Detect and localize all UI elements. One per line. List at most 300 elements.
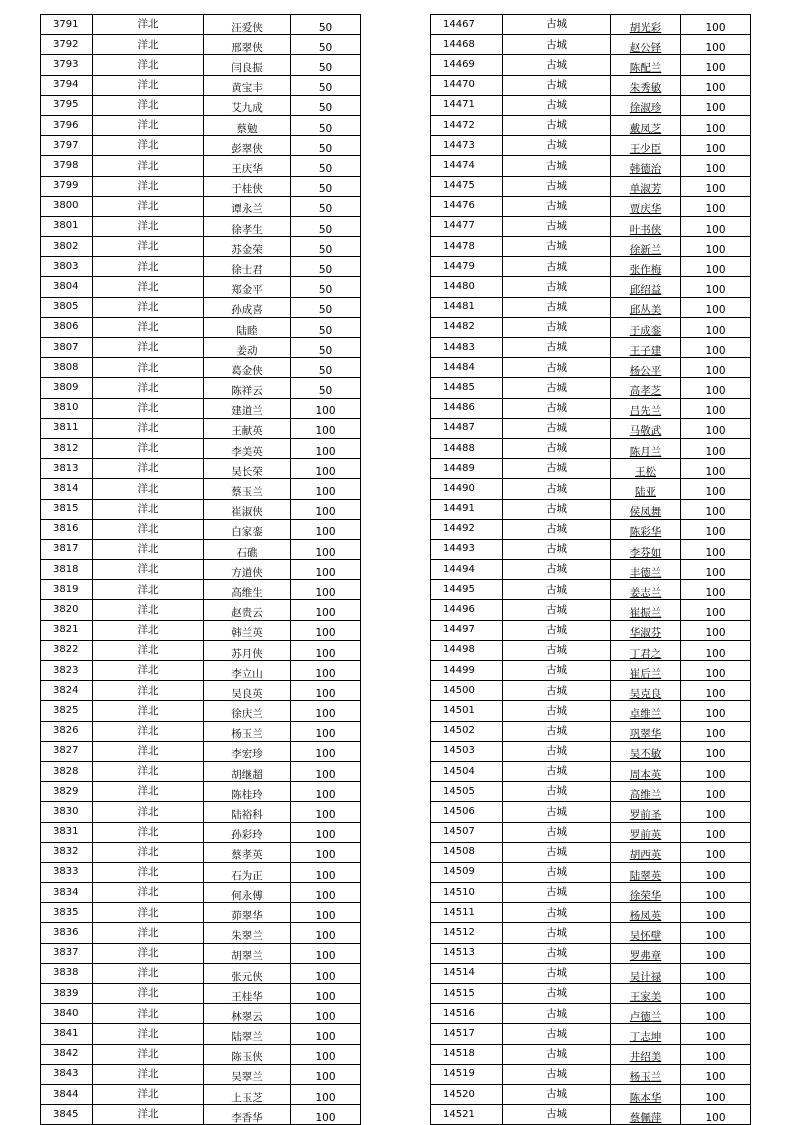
name-cell <box>204 721 291 741</box>
area-text: 古城 <box>546 341 567 354</box>
name-text: 徐新兰 <box>629 243 662 256</box>
amount-text: 100 <box>705 627 726 640</box>
row-id-cell <box>41 398 93 418</box>
area-text: 洋北 <box>137 1068 159 1081</box>
area-cell <box>503 358 611 378</box>
area-cell <box>503 519 611 539</box>
row-id-text: 3823 <box>53 664 79 676</box>
row-id-text: 14472 <box>443 119 475 131</box>
row-id-cell <box>41 297 93 317</box>
name-cell <box>611 156 681 176</box>
table-row <box>431 741 751 761</box>
name-text: 高孝芝 <box>629 385 662 398</box>
row-id-cell <box>431 176 503 196</box>
area-cell <box>503 640 611 660</box>
amount-cell <box>291 903 361 923</box>
name-text: 陆睦 <box>236 324 258 337</box>
area-text: 洋北 <box>137 119 159 132</box>
amount-cell <box>291 923 361 943</box>
area-text: 洋北 <box>137 341 159 354</box>
area-text: 古城 <box>546 644 567 657</box>
row-id-text: 3837 <box>53 947 79 959</box>
name-text: 陈彩华 <box>629 526 662 539</box>
amount-text: 100 <box>705 21 726 34</box>
amount-cell <box>681 539 751 559</box>
row-id-cell <box>431 418 503 438</box>
row-id-text: 14478 <box>443 240 475 252</box>
row-id-text: 3803 <box>53 260 79 272</box>
table-row <box>41 1024 361 1044</box>
area-cell <box>93 1084 204 1104</box>
name-text: 邱丛美 <box>629 304 662 317</box>
row-id-cell <box>431 479 503 499</box>
area-text: 古城 <box>546 502 567 515</box>
table-row <box>431 560 751 580</box>
table-row <box>431 196 751 216</box>
name-text: 陈配兰 <box>629 62 662 75</box>
name-text: 胡西英 <box>629 849 662 862</box>
name-text: 井绍美 <box>629 1051 662 1064</box>
name-text: 陆翠兰 <box>231 1031 263 1044</box>
name-text: 王桂华 <box>231 990 263 1003</box>
area-cell <box>503 499 611 519</box>
name-cell <box>611 15 681 35</box>
row-id-text: 14515 <box>443 987 475 999</box>
table-row <box>41 1084 361 1104</box>
row-id-cell <box>41 1024 93 1044</box>
name-cell <box>204 1044 291 1064</box>
table-row <box>41 277 361 297</box>
amount-cell <box>291 761 361 781</box>
amount-cell <box>681 297 751 317</box>
row-id-cell <box>431 741 503 761</box>
amount-text: 100 <box>705 142 726 155</box>
amount-cell <box>681 75 751 95</box>
table-row <box>431 378 751 398</box>
row-id-cell <box>41 479 93 499</box>
name-cell <box>204 519 291 539</box>
table-row <box>41 661 361 681</box>
row-id-text: 3836 <box>53 927 79 939</box>
amount-cell <box>681 317 751 337</box>
row-id-cell <box>431 115 503 135</box>
area-cell <box>93 378 204 398</box>
row-id-text: 14498 <box>443 644 475 656</box>
area-text: 洋北 <box>137 724 159 737</box>
area-text: 洋北 <box>137 946 159 959</box>
row-id-cell <box>431 661 503 681</box>
amount-cell <box>681 620 751 640</box>
area-cell <box>93 782 204 802</box>
amount-cell <box>291 963 361 983</box>
row-id-text: 3839 <box>53 987 79 999</box>
left-roster-table <box>40 14 361 1125</box>
amount-cell <box>291 317 361 337</box>
row-id-cell <box>431 539 503 559</box>
amount-text: 100 <box>315 950 336 963</box>
name-cell <box>204 438 291 458</box>
row-id-text: 14483 <box>443 341 475 353</box>
amount-text: 100 <box>705 405 726 418</box>
table-row <box>41 600 361 620</box>
amount-cell <box>291 358 361 378</box>
name-cell <box>204 196 291 216</box>
amount-text: 50 <box>318 284 333 297</box>
name-cell <box>204 681 291 701</box>
name-cell <box>611 701 681 721</box>
area-cell <box>93 600 204 620</box>
row-id-text: 14490 <box>443 482 475 494</box>
name-cell <box>611 317 681 337</box>
area-text: 古城 <box>546 99 567 112</box>
name-text: 苏金荣 <box>231 243 263 256</box>
name-text: 丁君之 <box>629 647 662 660</box>
name-text: 贾庆华 <box>629 203 662 216</box>
area-cell <box>503 963 611 983</box>
area-cell <box>503 237 611 257</box>
row-id-cell <box>41 923 93 943</box>
amount-text: 100 <box>705 1111 726 1124</box>
table-row <box>41 782 361 802</box>
name-cell <box>204 640 291 660</box>
row-id-text: 14482 <box>443 321 475 333</box>
row-id-cell <box>431 35 503 55</box>
name-cell <box>611 1004 681 1024</box>
row-id-text: 14484 <box>443 361 475 373</box>
table-row <box>431 338 751 358</box>
name-text: 姜志兰 <box>629 586 662 599</box>
name-text: 丁志坤 <box>629 1031 662 1044</box>
name-text: 杨玉兰 <box>629 1071 662 1084</box>
amount-cell <box>681 903 751 923</box>
row-id-text: 14509 <box>443 866 475 878</box>
table-row <box>41 923 361 943</box>
area-cell <box>93 438 204 458</box>
amount-cell <box>291 136 361 156</box>
amount-text: 100 <box>315 566 336 579</box>
row-id-cell <box>431 237 503 257</box>
area-text: 洋北 <box>137 825 159 838</box>
amount-cell <box>291 257 361 277</box>
area-cell <box>93 822 204 842</box>
table-row <box>431 136 751 156</box>
area-cell <box>503 822 611 842</box>
row-id-cell <box>41 1084 93 1104</box>
row-id-text: 14511 <box>443 906 475 918</box>
row-id-text: 14504 <box>443 765 475 777</box>
table-row <box>431 358 751 378</box>
row-id-cell <box>41 1044 93 1064</box>
name-cell <box>204 216 291 236</box>
name-cell <box>611 681 681 701</box>
row-id-cell <box>431 519 503 539</box>
area-text: 古城 <box>546 38 567 51</box>
table-row <box>431 1064 751 1084</box>
table-row <box>431 883 751 903</box>
amount-text: 100 <box>315 405 336 418</box>
table-row <box>431 176 751 196</box>
amount-text: 100 <box>315 687 336 700</box>
area-cell <box>503 883 611 903</box>
row-id-text: 3799 <box>53 180 79 192</box>
name-cell <box>611 661 681 681</box>
amount-cell <box>681 1064 751 1084</box>
row-id-text: 3794 <box>53 79 79 91</box>
table-row <box>41 1004 361 1024</box>
row-id-cell <box>41 822 93 842</box>
table-row <box>431 923 751 943</box>
row-id-cell <box>431 862 503 882</box>
table-row <box>431 862 751 882</box>
amount-text: 50 <box>318 243 333 256</box>
name-cell <box>611 600 681 620</box>
amount-text: 100 <box>705 506 726 519</box>
name-cell <box>204 398 291 418</box>
name-cell <box>611 479 681 499</box>
table-row <box>431 600 751 620</box>
amount-cell <box>291 1004 361 1024</box>
table-row <box>431 782 751 802</box>
row-id-cell <box>431 782 503 802</box>
area-text: 洋北 <box>137 462 159 475</box>
name-text: 方道侠 <box>231 566 263 579</box>
area-cell <box>503 681 611 701</box>
table-row <box>431 115 751 135</box>
area-text: 洋北 <box>137 523 159 536</box>
row-id-cell <box>431 196 503 216</box>
area-text: 洋北 <box>137 18 159 31</box>
area-text: 古城 <box>546 724 567 737</box>
area-cell <box>503 943 611 963</box>
area-cell <box>503 55 611 75</box>
amount-cell <box>291 943 361 963</box>
area-cell <box>93 580 204 600</box>
row-id-cell <box>431 802 503 822</box>
name-text: 高维生 <box>231 586 263 599</box>
area-text: 洋北 <box>137 260 159 273</box>
name-cell <box>204 1064 291 1084</box>
name-text: 巩翠华 <box>629 728 662 741</box>
table-row <box>41 761 361 781</box>
amount-text: 50 <box>318 344 333 357</box>
name-text: 王松 <box>635 465 656 478</box>
amount-cell <box>681 95 751 115</box>
amount-text: 50 <box>318 142 333 155</box>
table-row <box>41 701 361 721</box>
row-id-text: 14467 <box>443 18 475 30</box>
area-text: 洋北 <box>137 1007 159 1020</box>
table-row <box>431 1044 751 1064</box>
name-cell <box>611 418 681 438</box>
name-cell <box>204 55 291 75</box>
row-id-cell <box>41 963 93 983</box>
area-text: 洋北 <box>137 583 159 596</box>
area-text: 洋北 <box>137 179 159 192</box>
amount-text: 100 <box>705 829 726 842</box>
area-text: 洋北 <box>137 745 159 758</box>
row-id-text: 3820 <box>53 604 79 616</box>
name-cell <box>204 560 291 580</box>
area-cell <box>93 277 204 297</box>
row-id-cell <box>431 15 503 35</box>
area-cell <box>93 358 204 378</box>
amount-cell <box>291 398 361 418</box>
table-row <box>41 842 361 862</box>
name-text: 卢德兰 <box>629 1010 662 1023</box>
area-text: 古城 <box>546 1027 567 1040</box>
area-text: 古城 <box>546 825 567 838</box>
name-cell <box>204 580 291 600</box>
amount-cell <box>291 721 361 741</box>
table-row <box>431 156 751 176</box>
area-cell <box>503 721 611 741</box>
amount-cell <box>681 35 751 55</box>
area-cell <box>93 136 204 156</box>
amount-cell <box>681 600 751 620</box>
table-row <box>41 35 361 55</box>
row-id-text: 3814 <box>53 482 79 494</box>
name-cell <box>611 963 681 983</box>
area-text: 古城 <box>546 220 567 233</box>
row-id-text: 3845 <box>53 1108 79 1120</box>
name-cell <box>611 862 681 882</box>
amount-text: 100 <box>705 526 726 539</box>
name-text: 蔡佩萍 <box>629 1111 662 1124</box>
amount-text: 100 <box>315 1031 336 1044</box>
area-cell <box>503 216 611 236</box>
area-text: 古城 <box>546 401 567 414</box>
name-cell <box>204 923 291 943</box>
name-cell <box>204 418 291 438</box>
amount-text: 100 <box>315 889 336 902</box>
table-row <box>431 418 751 438</box>
name-cell <box>204 499 291 519</box>
area-cell <box>93 55 204 75</box>
name-cell <box>204 903 291 923</box>
area-text: 洋北 <box>137 603 159 616</box>
amount-cell <box>681 115 751 135</box>
area-text: 洋北 <box>137 200 159 213</box>
table-row <box>41 560 361 580</box>
area-text: 古城 <box>546 58 567 71</box>
area-cell <box>503 842 611 862</box>
row-id-cell <box>431 398 503 418</box>
amount-cell <box>681 1024 751 1044</box>
area-cell <box>93 317 204 337</box>
name-text: 上玉芝 <box>231 1091 263 1104</box>
amount-cell <box>681 156 751 176</box>
area-text: 洋北 <box>137 684 159 697</box>
row-id-text: 3796 <box>53 119 79 131</box>
row-id-text: 14476 <box>443 200 475 212</box>
table-row <box>41 257 361 277</box>
row-id-cell <box>41 600 93 620</box>
area-cell <box>93 943 204 963</box>
area-cell <box>503 661 611 681</box>
amount-text: 100 <box>315 667 336 680</box>
area-cell <box>93 519 204 539</box>
amount-text: 100 <box>705 344 726 357</box>
amount-text: 100 <box>705 445 726 458</box>
row-id-text: 3802 <box>53 240 79 252</box>
table-row <box>431 822 751 842</box>
amount-cell <box>681 479 751 499</box>
name-text: 陆翠英 <box>629 869 662 882</box>
name-text: 邢翠侠 <box>231 41 263 54</box>
row-id-cell <box>431 1024 503 1044</box>
name-text: 彭翠侠 <box>231 142 263 155</box>
name-text: 陈月兰 <box>629 445 662 458</box>
area-cell <box>93 237 204 257</box>
area-text: 洋北 <box>137 38 159 51</box>
amount-cell <box>291 499 361 519</box>
area-cell <box>93 499 204 519</box>
area-text: 古城 <box>546 704 567 717</box>
name-cell <box>204 883 291 903</box>
name-text: 罗前圣 <box>629 809 662 821</box>
amount-cell <box>291 741 361 761</box>
area-text: 洋北 <box>137 1108 159 1121</box>
table-row <box>41 156 361 176</box>
area-cell <box>93 338 204 358</box>
row-id-cell <box>431 580 503 600</box>
amount-text: 100 <box>315 708 336 721</box>
area-text: 古城 <box>546 240 567 253</box>
row-id-cell <box>41 418 93 438</box>
amount-text: 50 <box>318 21 333 34</box>
name-text: 邱绍益 <box>629 284 662 297</box>
name-text: 徐荣华 <box>629 889 662 902</box>
row-id-cell <box>431 156 503 176</box>
name-text: 茆翠华 <box>231 909 263 922</box>
table-row <box>431 761 751 781</box>
area-cell <box>503 257 611 277</box>
row-id-cell <box>41 842 93 862</box>
area-cell <box>503 1064 611 1084</box>
amount-text: 100 <box>705 849 726 862</box>
table-row <box>431 55 751 75</box>
amount-text: 100 <box>315 748 336 761</box>
amount-cell <box>681 661 751 681</box>
row-id-text: 3804 <box>53 281 79 293</box>
amount-text: 100 <box>315 970 336 983</box>
row-id-cell <box>41 317 93 337</box>
table-row <box>431 15 751 35</box>
amount-cell <box>291 75 361 95</box>
row-id-text: 3833 <box>53 866 79 878</box>
amount-cell <box>681 984 751 1004</box>
area-cell <box>503 1084 611 1104</box>
area-text: 古城 <box>546 1047 567 1060</box>
row-id-text: 3832 <box>53 846 79 858</box>
amount-text: 100 <box>315 809 336 821</box>
table-row <box>431 842 751 862</box>
row-id-cell <box>431 317 503 337</box>
name-cell <box>611 943 681 963</box>
area-cell <box>503 1044 611 1064</box>
area-text: 古城 <box>546 543 567 556</box>
name-text: 孙彩玲 <box>231 829 263 842</box>
amount-text: 100 <box>705 667 726 680</box>
table-row <box>431 1084 751 1104</box>
amount-cell <box>681 701 751 721</box>
area-cell <box>93 459 204 479</box>
amount-text: 100 <box>705 607 726 620</box>
area-cell <box>503 560 611 580</box>
name-text: 苏月侠 <box>231 647 263 660</box>
amount-text: 100 <box>315 647 336 660</box>
area-cell <box>93 661 204 681</box>
